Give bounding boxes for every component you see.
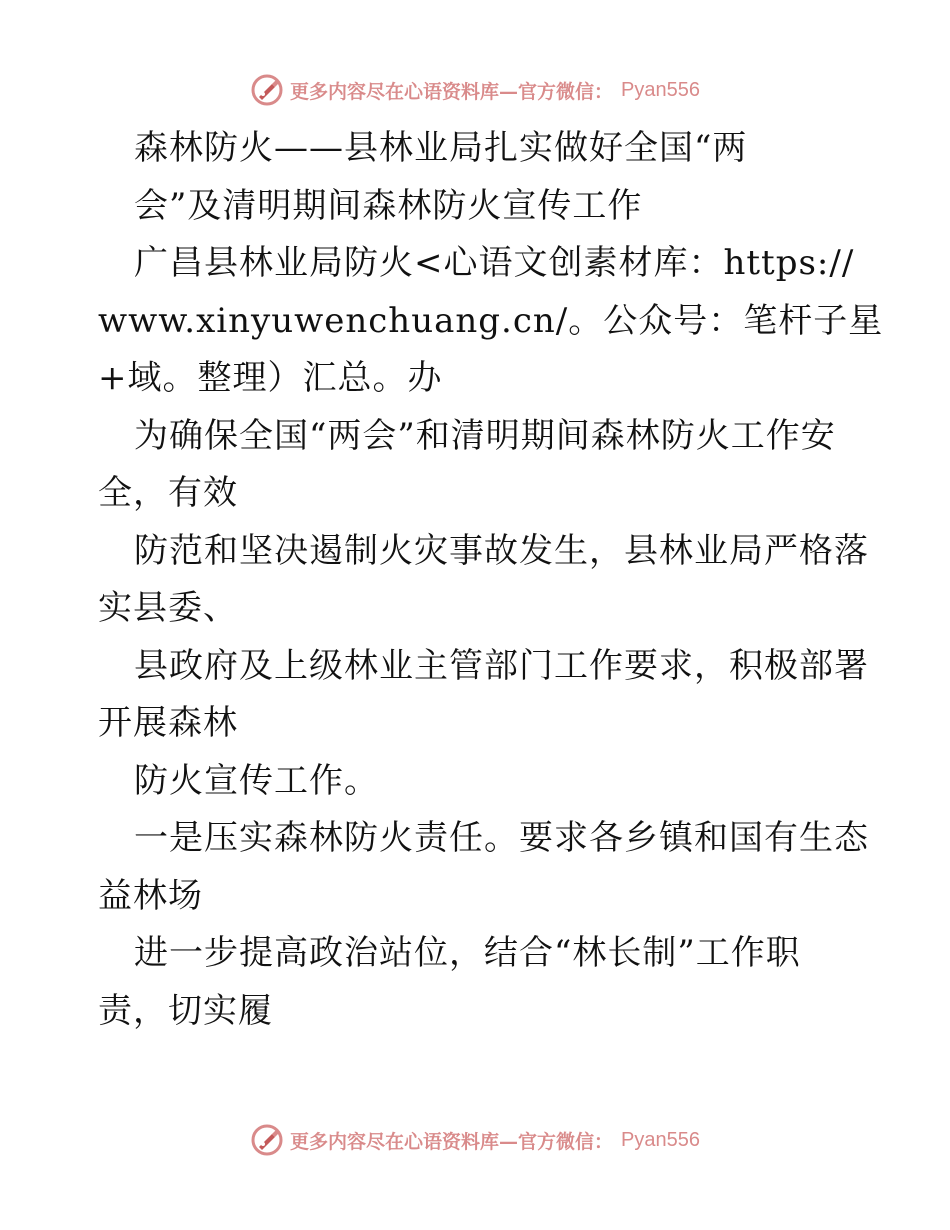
header-banner-wechat-id: Pyan556 [621, 78, 700, 101]
body-line: www.xinyuwenchuang.cn/。公众号：笔杆子星 [98, 300, 884, 341]
body-line: 责，切实履 [98, 990, 273, 1031]
title-line-1: 森林防火——县林业局扎实做好全国“两 [134, 128, 748, 168]
body-line: 为确保全国“两会”和清明期间森林防火工作安 [134, 415, 836, 456]
body-line: 益林场 [98, 875, 203, 916]
footer-banner-content [250, 1123, 700, 1157]
footer-banner [0, 1120, 950, 1160]
header-banner [0, 70, 950, 110]
body-line: +域。整理）汇总。办 [98, 358, 443, 398]
document-body [98, 120, 884, 1040]
title-line-2: 会”及清明期间森林防火宣传工作 [134, 185, 643, 226]
body-line: 一是压实森林防火责任。要求各乡镇和国有生态 [134, 818, 869, 858]
header-banner-text: 更多内容尽在心语资料库—官方微信： [290, 80, 614, 103]
body-line: 实县委、 [98, 588, 238, 628]
header-banner-content [250, 73, 700, 107]
body-line: 防范和坚决遏制火灾事故发生，县林业局严格落 [134, 530, 869, 571]
body-line: 防火宣传工作。 [134, 760, 379, 801]
body-line: 广昌县林业局防火<心语文创素材库：https:// [134, 243, 855, 283]
body-line: 全，有效 [98, 473, 238, 513]
footer-banner-wechat-id: Pyan556 [621, 1128, 700, 1151]
body-line: 县政府及上级林业主管部门工作要求，积极部署 [134, 645, 869, 686]
pen-logo-icon [250, 1123, 284, 1157]
body-line: 进一步提高政治站位，结合“林长制”工作职 [134, 933, 801, 973]
pen-logo-icon [250, 73, 284, 107]
body-line: 开展森林 [98, 703, 238, 743]
footer-banner-text: 更多内容尽在心语资料库—官方微信： [290, 1130, 614, 1153]
